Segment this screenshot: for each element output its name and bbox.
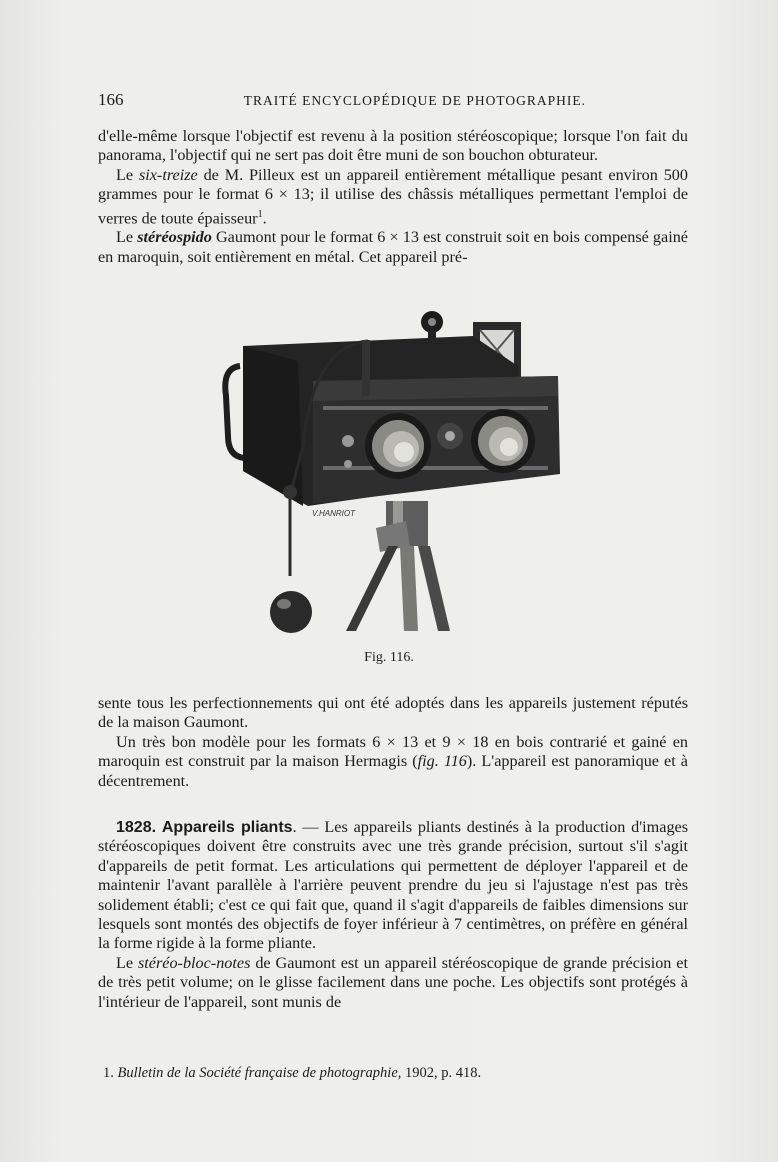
paragraph-six-treize [98, 166, 688, 229]
text-block-top [98, 127, 688, 267]
text-run: . [262, 209, 267, 228]
release-bulb [270, 591, 312, 633]
paragraph-stereospido [98, 228, 688, 267]
text-run: de Gaumont est un appareil stéréoscopique de grande précision et de très petit volume; on le glisse facilement dans une poche. Les objectifs sont protégés à l'intérieur de l'appareil, sont munis de [98, 953, 688, 1011]
text-run: ). L'appareil est panoramique et à décentrement. [98, 752, 688, 790]
text-run: . — [292, 818, 325, 836]
text-run: Le [116, 165, 139, 184]
text-block-middle [98, 694, 688, 791]
paragraph-hermagis [98, 733, 688, 791]
section-number: 1828. [116, 819, 157, 836]
paragraph-stereo-bloc-notes [98, 954, 688, 1012]
text-run: Le [116, 228, 138, 247]
figure-caption: Fig. 116. [364, 650, 414, 665]
footnote-ref: 1 [257, 208, 263, 220]
figure-116-camera-engraving [218, 306, 568, 641]
footnote [103, 1065, 481, 1082]
tripod-leg-left [346, 546, 398, 631]
text-run: Un très bon modèle pour les formats 6 × 13 et 9 × 18 en bois contrarié et gainé en maroquin est construit par la maison Hermagis ( [98, 732, 688, 771]
paragraph-continued: d'elle-même lorsque l'objectif est revenu à la position stéréoscopique; lorsque l'on fait du panorama, l'objectif qui ne sert pas doit être muni de son bouchon obturateur. [98, 127, 688, 165]
footnote-number: 1. [103, 1065, 114, 1081]
tripod-leg-right [418, 546, 450, 631]
section-title: Appareils pliants [161, 819, 293, 836]
section-1828 [98, 818, 688, 954]
engraver-signature: V.HANRIOT [312, 509, 355, 518]
tripod-leg-middle [400, 546, 418, 631]
footnote-details: , 1902, p. 418. [397, 1065, 482, 1081]
paragraph-continued-2: sente tous les perfectionnements qui ont été adoptés dans les appareils justement réputés de la maison Gaumont. [98, 694, 688, 732]
section-text: Les appareils pliants destinés à la production d'images stéréoscopiques doivent être construits avec une très grande précision, surtout s'il s'agit d'appareils de petit format. Les articulations qui permettent de déployer l'appareil et de maintenir l'avant parallèle à l'arrière peuvent prendre du jeu si l'ajustage n'est pas très solidement établi; c'est ce qui fait que, quand il s'agit d'appareils de faibles dimensions sur lesquels sont montés des objectifs de foyer inférieur à 7 centimètres, on préfère en général la forme rigide à la forme pliante. [98, 818, 689, 953]
text-run: de M. Pilleux est un appareil entièrement métallique pesant environ 500 grammes pour le format 6 × 13; il utilise des châssis métalliques permettant l'emploi de verres de toute épaisseur [98, 165, 688, 228]
page-header [98, 90, 586, 110]
text-block-bottom [98, 818, 688, 1012]
camera-name-six-treize: six-treize [138, 165, 198, 184]
text-run: Le [116, 953, 138, 972]
camera-name-stereospido: stéréospido [137, 228, 212, 247]
camera-name-stereo-bloc-notes: stéréo-bloc-notes [138, 953, 251, 972]
running-title: TRAITÉ ENCYCLOPÉDIQUE DE PHOTOGRAPHIE. [243, 93, 586, 108]
carry-handle [225, 366, 244, 458]
stereo-camera-illustration [218, 306, 568, 641]
figure-reference: fig. 116 [417, 752, 467, 771]
footnote-source: Bulletin de la Société française de photographie [117, 1065, 398, 1081]
text-run: Gaumont pour le format 6 × 13 est construit soit en bois compensé gainé en maroquin, soit entièrement en métal. Cet appareil pré- [98, 228, 688, 266]
page-number: 166 [98, 90, 124, 109]
